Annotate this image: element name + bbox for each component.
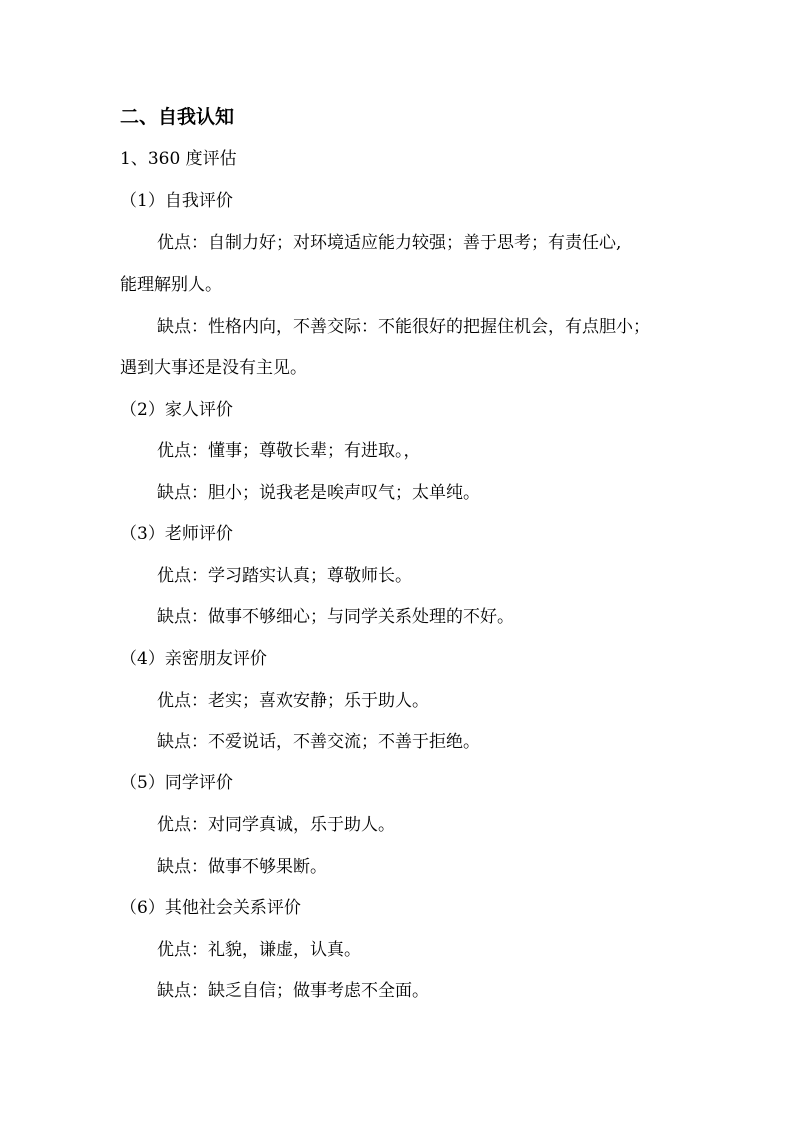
family-fault: 缺点：胆小；说我老是唉声叹气；太单纯。 — [157, 483, 480, 503]
self-merit-line1: 优点：自制力好；对环境适应能力较强；善于思考；有责任心, — [157, 233, 622, 253]
teacher-fault: 缺点：做事不够细心；与同学关系处理的不好。 — [157, 607, 514, 627]
teacher-merit: 优点：学习踏实认真；尊敬师长。 — [157, 566, 412, 586]
self-merit-line2: 能理解别人。 — [120, 275, 222, 295]
group-title-self: （1）自我评价 — [120, 191, 233, 211]
classmate-fault: 缺点：做事不够果断。 — [157, 857, 327, 877]
group-title-classmate: （5）同学评价 — [120, 773, 233, 793]
self-fault-line2: 遇到大事还是没有主见。 — [120, 358, 307, 378]
family-merit: 优点：懂事；尊敬长辈；有进取。， — [157, 441, 421, 461]
self-fault-line1: 缺点：性格内向，不善交际：不能很好的把握住机会，有点胆小； — [157, 317, 650, 337]
section-title: 二、自我认知 — [120, 106, 235, 128]
group-title-teacher: （3）老师评价 — [120, 524, 233, 544]
group-title-family: （2）家人评价 — [120, 400, 233, 420]
group-title-friend: （4）亲密朋友评价 — [120, 649, 267, 669]
friend-fault: 缺点：不爱说话，不善交流；不善于拒绝。 — [157, 732, 480, 752]
social-fault: 缺点：缺乏自信；做事考虑不全面。 — [157, 981, 429, 1001]
social-merit: 优点：礼貌，谦虚，认真。 — [157, 940, 361, 960]
friend-merit: 优点：老实；喜欢安静；乐于助人。 — [157, 691, 429, 711]
group-title-social: （6）其他社会关系评价 — [120, 898, 301, 918]
classmate-merit: 优点：对同学真诚，乐于助人。 — [157, 815, 395, 835]
subsection-title: 1、360 度评估 — [120, 149, 237, 169]
